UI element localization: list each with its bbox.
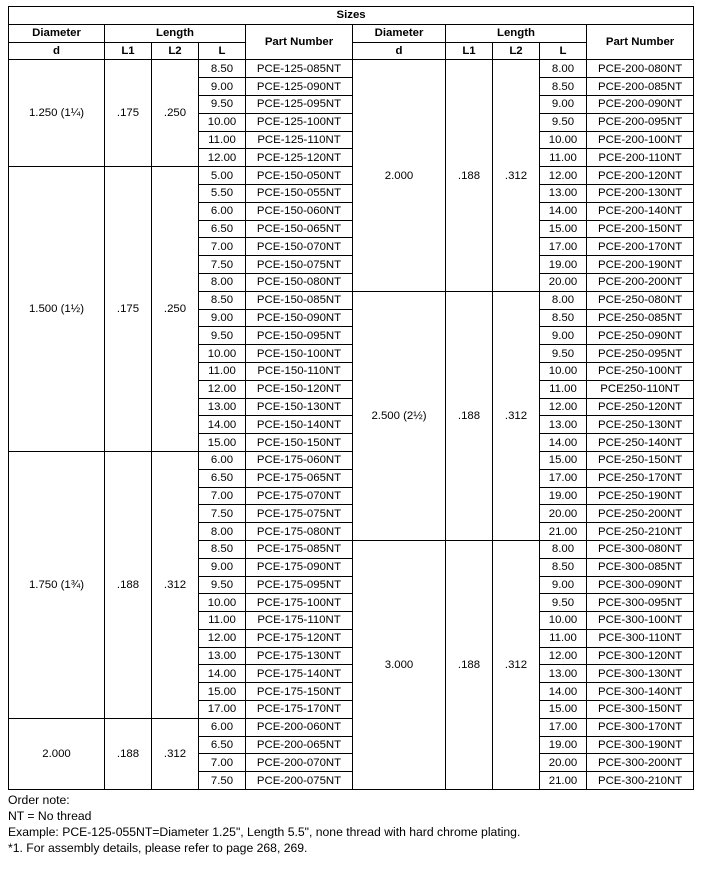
length-cell: 20.00: [540, 273, 587, 291]
length-cell: 10.00: [540, 612, 587, 630]
part-number-cell: PCE-200-100NT: [587, 131, 694, 149]
part-number-cell: PCE-200-075NT: [246, 772, 353, 790]
part-number-header: Part Number: [587, 24, 694, 60]
part-number-cell: PCE-300-120NT: [587, 647, 694, 665]
length-cell: 6.00: [199, 451, 246, 469]
length-cell: 15.00: [199, 434, 246, 452]
diameter-cell: 1.750 (1¾): [9, 451, 105, 718]
length-cell: 11.00: [540, 629, 587, 647]
part-number-cell: PCE-200-130NT: [587, 184, 694, 202]
part-number-cell: PCE-200-200NT: [587, 273, 694, 291]
part-number-cell: PCE-150-130NT: [246, 398, 353, 416]
part-number-cell: PCE-200-065NT: [246, 736, 353, 754]
length-cell: 6.50: [199, 469, 246, 487]
length-cell: 11.00: [199, 362, 246, 380]
part-number-cell: PCE-175-070NT: [246, 487, 353, 505]
length-cell: 13.00: [540, 416, 587, 434]
order-notes: [8, 792, 693, 856]
diameter-cell: 2.000: [9, 718, 105, 789]
length-cell: 8.00: [540, 540, 587, 558]
length-cell: 15.00: [540, 451, 587, 469]
l2-cell: .312: [152, 718, 199, 789]
part-number-cell: PCE-250-100NT: [587, 362, 694, 380]
length-cell: 19.00: [540, 736, 587, 754]
part-number-cell: PCE-150-070NT: [246, 238, 353, 256]
length-cell: 13.00: [540, 184, 587, 202]
part-number-cell: PCE-250-120NT: [587, 398, 694, 416]
length-cell: 12.00: [540, 167, 587, 185]
l1-subheader: L1: [446, 42, 493, 60]
part-number-cell: PCE-150-140NT: [246, 416, 353, 434]
length-cell: 17.00: [199, 701, 246, 719]
length-cell: 15.00: [540, 701, 587, 719]
part-number-cell: PCE-175-170NT: [246, 701, 353, 719]
order-note-heading: Order note:: [8, 793, 70, 808]
l1-subheader: L1: [105, 42, 152, 60]
length-cell: 8.00: [540, 60, 587, 78]
length-cell: 14.00: [199, 665, 246, 683]
length-cell: 14.00: [540, 202, 587, 220]
part-number-cell: PCE-175-060NT: [246, 451, 353, 469]
part-number-cell: PCE-175-140NT: [246, 665, 353, 683]
part-number-cell: PCE-300-130NT: [587, 665, 694, 683]
sizes-document: [8, 6, 693, 856]
length-cell: 9.00: [199, 558, 246, 576]
part-number-cell: PCE-200-120NT: [587, 167, 694, 185]
diameter-cell: 1.500 (1½): [9, 167, 105, 452]
part-number-cell: PCE-150-100NT: [246, 345, 353, 363]
l2-subheader: L2: [152, 42, 199, 60]
length-cell: 11.00: [540, 380, 587, 398]
length-cell: 17.00: [540, 238, 587, 256]
diameter-header: Diameter: [9, 24, 105, 42]
l2-cell: .312: [493, 60, 540, 291]
diameter-cell: 3.000: [353, 540, 446, 789]
part-number-cell: PCE-175-080NT: [246, 523, 353, 541]
l1-cell: .188: [446, 60, 493, 291]
part-number-cell: PCE250-110NT: [587, 380, 694, 398]
l2-cell: .250: [152, 167, 199, 452]
length-cell: 8.50: [199, 291, 246, 309]
table-row: [9, 60, 694, 78]
sizes-table: [8, 6, 694, 790]
length-cell: 7.00: [199, 487, 246, 505]
length-cell: 8.50: [199, 60, 246, 78]
length-cell: 7.00: [199, 238, 246, 256]
length-cell: 21.00: [540, 772, 587, 790]
length-cell: 9.50: [540, 594, 587, 612]
part-number-cell: PCE-150-050NT: [246, 167, 353, 185]
part-number-cell: PCE-200-190NT: [587, 256, 694, 274]
part-number-cell: PCE-150-120NT: [246, 380, 353, 398]
part-number-cell: PCE-150-095NT: [246, 327, 353, 345]
part-number-cell: PCE-150-090NT: [246, 309, 353, 327]
l1-cell: .175: [105, 167, 152, 452]
length-header: Length: [446, 24, 587, 42]
part-number-cell: PCE-250-140NT: [587, 434, 694, 452]
part-number-cell: PCE-200-090NT: [587, 95, 694, 113]
l-subheader: L: [199, 42, 246, 60]
length-cell: 8.50: [540, 78, 587, 96]
length-cell: 9.50: [540, 345, 587, 363]
length-cell: 11.00: [199, 131, 246, 149]
example-note: Example: PCE-125-055NT=Diameter 1.25", Length 5.5", none thread with hard chrome plating.: [8, 825, 521, 840]
length-cell: 7.50: [199, 256, 246, 274]
length-cell: 7.50: [199, 505, 246, 523]
part-number-cell: PCE-150-075NT: [246, 256, 353, 274]
no-thread-note: NT = No thread: [8, 809, 92, 824]
length-cell: 8.50: [540, 558, 587, 576]
l1-cell: .188: [105, 451, 152, 718]
diameter-cell: 1.250 (1¼): [9, 60, 105, 167]
table-row: [9, 167, 694, 185]
diameter-header: Diameter: [353, 24, 446, 42]
length-cell: 9.00: [540, 95, 587, 113]
part-number-cell: PCE-250-090NT: [587, 327, 694, 345]
part-number-cell: PCE-300-170NT: [587, 718, 694, 736]
part-number-header: Part Number: [246, 24, 353, 60]
length-cell: 8.00: [199, 273, 246, 291]
part-number-cell: PCE-150-055NT: [246, 184, 353, 202]
length-cell: 9.00: [540, 576, 587, 594]
length-cell: 8.50: [540, 309, 587, 327]
part-number-cell: PCE-250-085NT: [587, 309, 694, 327]
length-cell: 8.50: [199, 540, 246, 558]
table-title: Sizes: [9, 7, 694, 25]
assembly-note: *1. For assembly details, please refer to page 268, 269.: [8, 841, 308, 856]
length-cell: 13.00: [540, 665, 587, 683]
length-cell: 20.00: [540, 754, 587, 772]
part-number-cell: PCE-150-150NT: [246, 434, 353, 452]
length-cell: 13.00: [199, 398, 246, 416]
part-number-cell: PCE-125-095NT: [246, 95, 353, 113]
part-number-cell: PCE-300-100NT: [587, 612, 694, 630]
table-row: [9, 451, 694, 469]
l2-cell: .312: [493, 540, 540, 789]
part-number-cell: PCE-175-075NT: [246, 505, 353, 523]
part-number-cell: PCE-300-210NT: [587, 772, 694, 790]
length-cell: 20.00: [540, 505, 587, 523]
part-number-cell: PCE-175-065NT: [246, 469, 353, 487]
l1-cell: .188: [446, 291, 493, 540]
length-cell: 9.50: [199, 576, 246, 594]
length-header: Length: [105, 24, 246, 42]
length-cell: 17.00: [540, 718, 587, 736]
part-number-cell: PCE-300-085NT: [587, 558, 694, 576]
diameter-cell: 2.500 (2½): [353, 291, 446, 540]
length-cell: 12.00: [199, 380, 246, 398]
length-cell: 9.00: [199, 309, 246, 327]
length-cell: 7.50: [199, 772, 246, 790]
part-number-cell: PCE-250-170NT: [587, 469, 694, 487]
length-cell: 15.00: [199, 683, 246, 701]
part-number-cell: PCE-200-080NT: [587, 60, 694, 78]
length-cell: 8.00: [540, 291, 587, 309]
length-cell: 10.00: [199, 594, 246, 612]
l1-cell: .188: [105, 718, 152, 789]
length-cell: 9.00: [540, 327, 587, 345]
length-cell: 6.00: [199, 718, 246, 736]
length-cell: 17.00: [540, 469, 587, 487]
part-number-cell: PCE-250-130NT: [587, 416, 694, 434]
part-number-cell: PCE-150-065NT: [246, 220, 353, 238]
l-subheader: L: [540, 42, 587, 60]
part-number-cell: PCE-200-140NT: [587, 202, 694, 220]
table-body: [9, 60, 694, 790]
part-number-cell: PCE-300-150NT: [587, 701, 694, 719]
length-cell: 14.00: [540, 434, 587, 452]
l2-cell: .312: [493, 291, 540, 540]
l1-cell: .188: [446, 540, 493, 789]
length-cell: 14.00: [199, 416, 246, 434]
part-number-cell: PCE-175-110NT: [246, 612, 353, 630]
part-number-cell: PCE-200-095NT: [587, 113, 694, 131]
l1-cell: .175: [105, 60, 152, 167]
part-number-cell: PCE-150-060NT: [246, 202, 353, 220]
part-number-cell: PCE-125-090NT: [246, 78, 353, 96]
part-number-cell: PCE-125-085NT: [246, 60, 353, 78]
length-cell: 15.00: [540, 220, 587, 238]
part-number-cell: PCE-300-200NT: [587, 754, 694, 772]
part-number-cell: PCE-175-150NT: [246, 683, 353, 701]
l2-cell: .250: [152, 60, 199, 167]
length-cell: 9.50: [540, 113, 587, 131]
part-number-cell: PCE-150-110NT: [246, 362, 353, 380]
d-subheader: d: [9, 42, 105, 60]
length-cell: 6.00: [199, 202, 246, 220]
part-number-cell: PCE-250-210NT: [587, 523, 694, 541]
length-cell: 9.50: [199, 327, 246, 345]
length-cell: 8.00: [199, 523, 246, 541]
part-number-cell: PCE-200-070NT: [246, 754, 353, 772]
part-number-cell: PCE-250-150NT: [587, 451, 694, 469]
table-row: [9, 718, 694, 736]
part-number-cell: PCE-300-090NT: [587, 576, 694, 594]
length-cell: 19.00: [540, 256, 587, 274]
part-number-cell: PCE-175-120NT: [246, 629, 353, 647]
part-number-cell: PCE-200-150NT: [587, 220, 694, 238]
part-number-cell: PCE-125-100NT: [246, 113, 353, 131]
part-number-cell: PCE-175-095NT: [246, 576, 353, 594]
part-number-cell: PCE-300-110NT: [587, 629, 694, 647]
part-number-cell: PCE-250-190NT: [587, 487, 694, 505]
length-cell: 21.00: [540, 523, 587, 541]
part-number-cell: PCE-200-085NT: [587, 78, 694, 96]
length-cell: 10.00: [540, 362, 587, 380]
l2-subheader: L2: [493, 42, 540, 60]
length-cell: 19.00: [540, 487, 587, 505]
length-cell: 11.00: [540, 149, 587, 167]
length-cell: 12.00: [199, 149, 246, 167]
part-number-cell: PCE-300-190NT: [587, 736, 694, 754]
length-cell: 12.00: [540, 398, 587, 416]
d-subheader: d: [353, 42, 446, 60]
length-cell: 7.00: [199, 754, 246, 772]
part-number-cell: PCE-150-080NT: [246, 273, 353, 291]
length-cell: 10.00: [540, 131, 587, 149]
part-number-cell: PCE-175-090NT: [246, 558, 353, 576]
length-cell: 11.00: [199, 612, 246, 630]
length-cell: 5.00: [199, 167, 246, 185]
length-cell: 6.50: [199, 220, 246, 238]
part-number-cell: PCE-300-095NT: [587, 594, 694, 612]
part-number-cell: PCE-250-080NT: [587, 291, 694, 309]
part-number-cell: PCE-125-110NT: [246, 131, 353, 149]
part-number-cell: PCE-300-140NT: [587, 683, 694, 701]
part-number-cell: PCE-125-120NT: [246, 149, 353, 167]
length-cell: 14.00: [540, 683, 587, 701]
length-cell: 9.50: [199, 95, 246, 113]
length-cell: 12.00: [540, 647, 587, 665]
part-number-cell: PCE-200-170NT: [587, 238, 694, 256]
part-number-cell: PCE-300-080NT: [587, 540, 694, 558]
part-number-cell: PCE-175-130NT: [246, 647, 353, 665]
length-cell: 10.00: [199, 113, 246, 131]
part-number-cell: PCE-175-100NT: [246, 594, 353, 612]
diameter-cell: 2.000: [353, 60, 446, 291]
part-number-cell: PCE-250-200NT: [587, 505, 694, 523]
length-cell: 9.00: [199, 78, 246, 96]
part-number-cell: PCE-175-085NT: [246, 540, 353, 558]
length-cell: 13.00: [199, 647, 246, 665]
part-number-cell: PCE-150-085NT: [246, 291, 353, 309]
part-number-cell: PCE-200-060NT: [246, 718, 353, 736]
length-cell: 10.00: [199, 345, 246, 363]
length-cell: 12.00: [199, 629, 246, 647]
part-number-cell: PCE-200-110NT: [587, 149, 694, 167]
length-cell: 6.50: [199, 736, 246, 754]
part-number-cell: PCE-250-095NT: [587, 345, 694, 363]
l2-cell: .312: [152, 451, 199, 718]
length-cell: 5.50: [199, 184, 246, 202]
